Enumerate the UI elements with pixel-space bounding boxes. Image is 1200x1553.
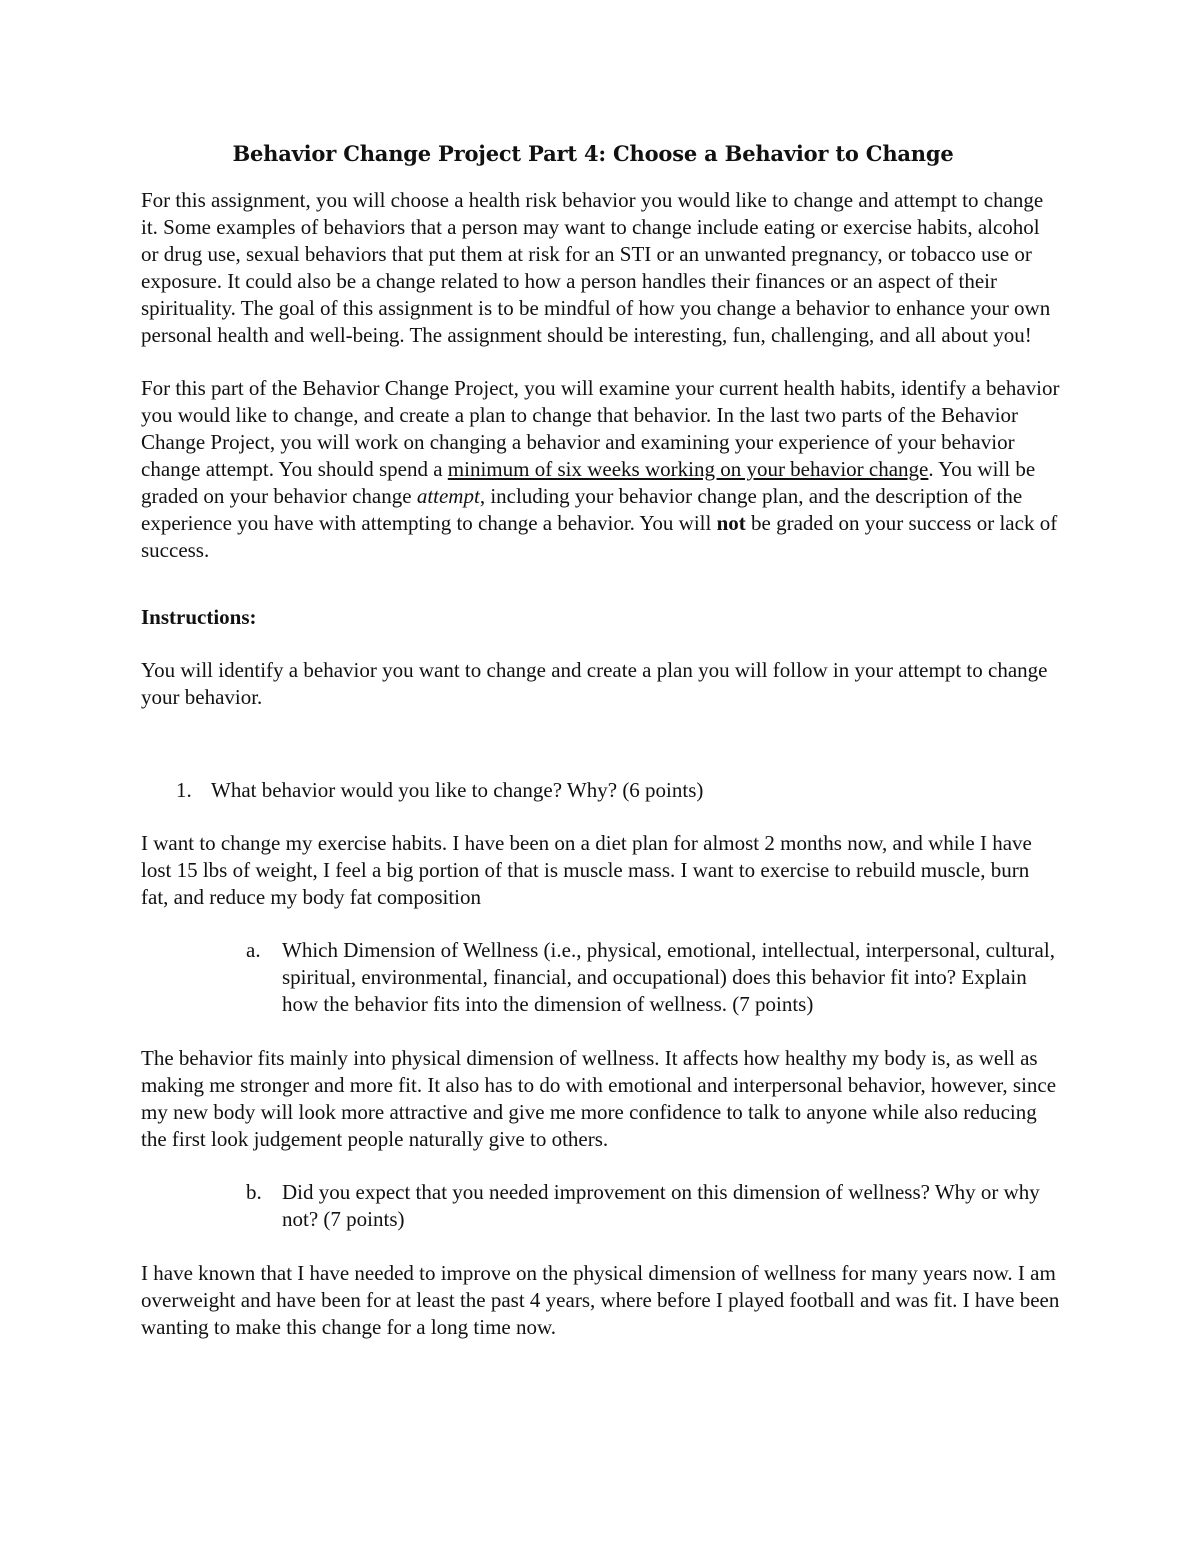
question-1a-text: Which Dimension of Wellness (i.e., physical, emotional, intellectual, interpersonal, cultural, spiritual, environmental, financial, and occupational) does this behavior fit into? Explain how the behavior fits into the dimension of wellness. (7 points)	[282, 938, 1055, 1016]
not-bold: not	[716, 511, 746, 535]
intro-paragraph-2-text-b: . You will be graded on your behavior change	[141, 457, 1036, 508]
question-1-text: What behavior would you like to change? Why? (6 points)	[211, 778, 704, 802]
question-1a	[141, 937, 1061, 1018]
instructions-text: You will identify a behavior you want to change and create a plan you will follow in your attempt to change your behavior.	[141, 658, 1048, 709]
intro-paragraph-2	[141, 375, 1061, 564]
question-1b-text: Did you expect that you needed improvement on this dimension of wellness? Why or why not? (7 points)	[282, 1180, 1040, 1231]
question-1b-letter: b.	[246, 1180, 262, 1204]
instructions-heading: Instructions:	[141, 605, 257, 629]
intro-paragraph-1: For this assignment, you will choose a health risk behavior you would like to change and attempt to change it. Some examples of behaviors that a person may want to change include eating or exercise habits, alcohol or drug use, sexual behaviors that put them at risk for an STI or an unwanted pregnancy, or tobacco use or exposure. It could also be a change related to how a person handles their finances or an aspect of their spirituality. The goal of this assignment is to be mindful of how you change a behavior to enhance your own personal health and well-being. The assignment should be interesting, fun, challenging, and all about you!	[141, 188, 1051, 347]
answer-1b: I have known that I have needed to improve on the physical dimension of wellness for many years now. I am overweight and have been for at least the past 4 years, where before I played football and was fit. I have been wanting to make this change for a long time now.	[141, 1261, 1060, 1339]
attempt-italic: attempt	[416, 484, 480, 508]
intro-paragraph-2-text-a: For this part of the Behavior Change Project, you will examine your current health habits, identify a behavior you would like to change, and create a plan to change that behavior. In the last two parts of the Behavior Change Project, you will work on changing a behavior and examining your experience of your behavior change attempt. You should spend a	[141, 376, 1060, 481]
document-page	[141, 140, 1061, 1341]
question-1a-letter: a.	[246, 938, 261, 962]
minimum-weeks-underlined: minimum of six weeks working on your behavior change	[447, 457, 929, 481]
document-title: Behavior Change Project Part 4: Choose a Behavior to Change	[232, 141, 954, 166]
answer-1: I want to change my exercise habits. I have been on a diet plan for almost 2 months now, and while I have lost 15 lbs of weight, I feel a big portion of that is muscle mass. I want to exercise to rebuild muscle, burn fat, and reduce my body fat composition	[141, 831, 1032, 909]
intro-paragraph-2-text-c: , including your behavior change plan, and the description of the experience you have with attempting to change a behavior. You will	[141, 484, 1023, 535]
question-1b	[141, 1179, 1061, 1233]
question-1-number: 1.	[176, 778, 192, 802]
answer-1a: The behavior fits mainly into physical dimension of wellness. It affects how healthy my body is, as well as making me stronger and more fit. It also has to do with emotional and interpersonal behavior, however, since my new body will look more attractive and give me more confidence to talk to anyone while also reducing the first look judgement people naturally give to others.	[141, 1046, 1057, 1151]
intro-paragraph-2-text-d: be graded on your success or lack of success.	[141, 511, 1058, 562]
question-1	[141, 777, 1061, 804]
